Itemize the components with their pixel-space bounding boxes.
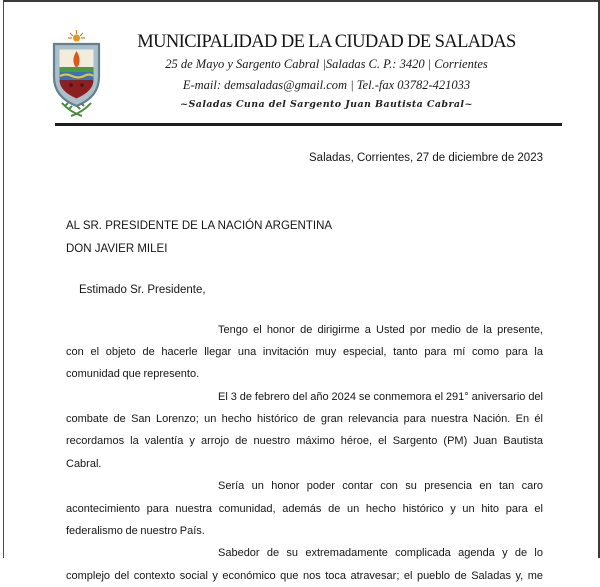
body-line: Cabral.: [66, 453, 543, 475]
address-line: 25 de Mayo y Sargento Cabral |Saladas C. P.: 3420 | Corrientes: [105, 55, 548, 74]
organization-title: MUNICIPALIDAD DE LA CIUDAD DE SALADAS: [105, 32, 548, 53]
body-line: comunidad que represento.: [66, 363, 543, 385]
coat-of-arms-icon: [48, 29, 105, 121]
motto-line: ~Saladas Cuna del Sargento Juan Bautista Cabral~: [105, 99, 548, 110]
letter-body: [66, 319, 543, 587]
document-page: [3, 0, 600, 558]
dateline: Saladas, Corrientes, 27 de diciembre de 2023: [4, 152, 543, 164]
salutation: Estimado Sr. Presidente,: [66, 284, 598, 296]
contact-line: E-mail: demsaladas@gmail.com | Tel.-fax 03782-421033: [105, 76, 548, 95]
body-line: El 3 de febrero del año 2024 se conmemora el 291° aniversario del: [66, 386, 543, 408]
body-line: recordamos la valentía y arrojo de nuestro máximo héroe, el Sargento (PM) Juan Bautista: [66, 430, 543, 452]
letterhead: [48, 29, 548, 121]
body-line: acontecimiento para nuestra comunidad, además de un hecho histórico y un hito para el: [66, 498, 543, 520]
header-divider: [55, 123, 562, 126]
body-line: Tengo el honor de dirigirme a Usted por medio de la presente,: [66, 319, 543, 341]
body-line: Sería un honor poder contar con su presencia en tan caro: [66, 475, 543, 497]
body-line: combate de San Lorenzo; un hecho histórico de gran relevancia para nuestra Nación. En él: [66, 408, 543, 430]
recipient-block: [66, 215, 598, 261]
body-line: complejo del contexto social y económico que nos toca atravesar; el pueblo de Saladas y, me: [66, 565, 543, 587]
recipient-line: DON JAVIER MILEI: [66, 238, 598, 261]
recipient-line: AL SR. PRESIDENTE DE LA NACIÓN ARGENTINA: [66, 215, 598, 238]
body-line: federalismo de nuestro País.: [66, 520, 543, 542]
body-line: con el objeto de hacerle llegar una invitación muy especial, tanto para mí como para la: [66, 341, 543, 363]
letterhead-text: [105, 29, 548, 121]
body-line: Sabedor de su extremadamente complicada agenda y de lo: [66, 542, 543, 564]
